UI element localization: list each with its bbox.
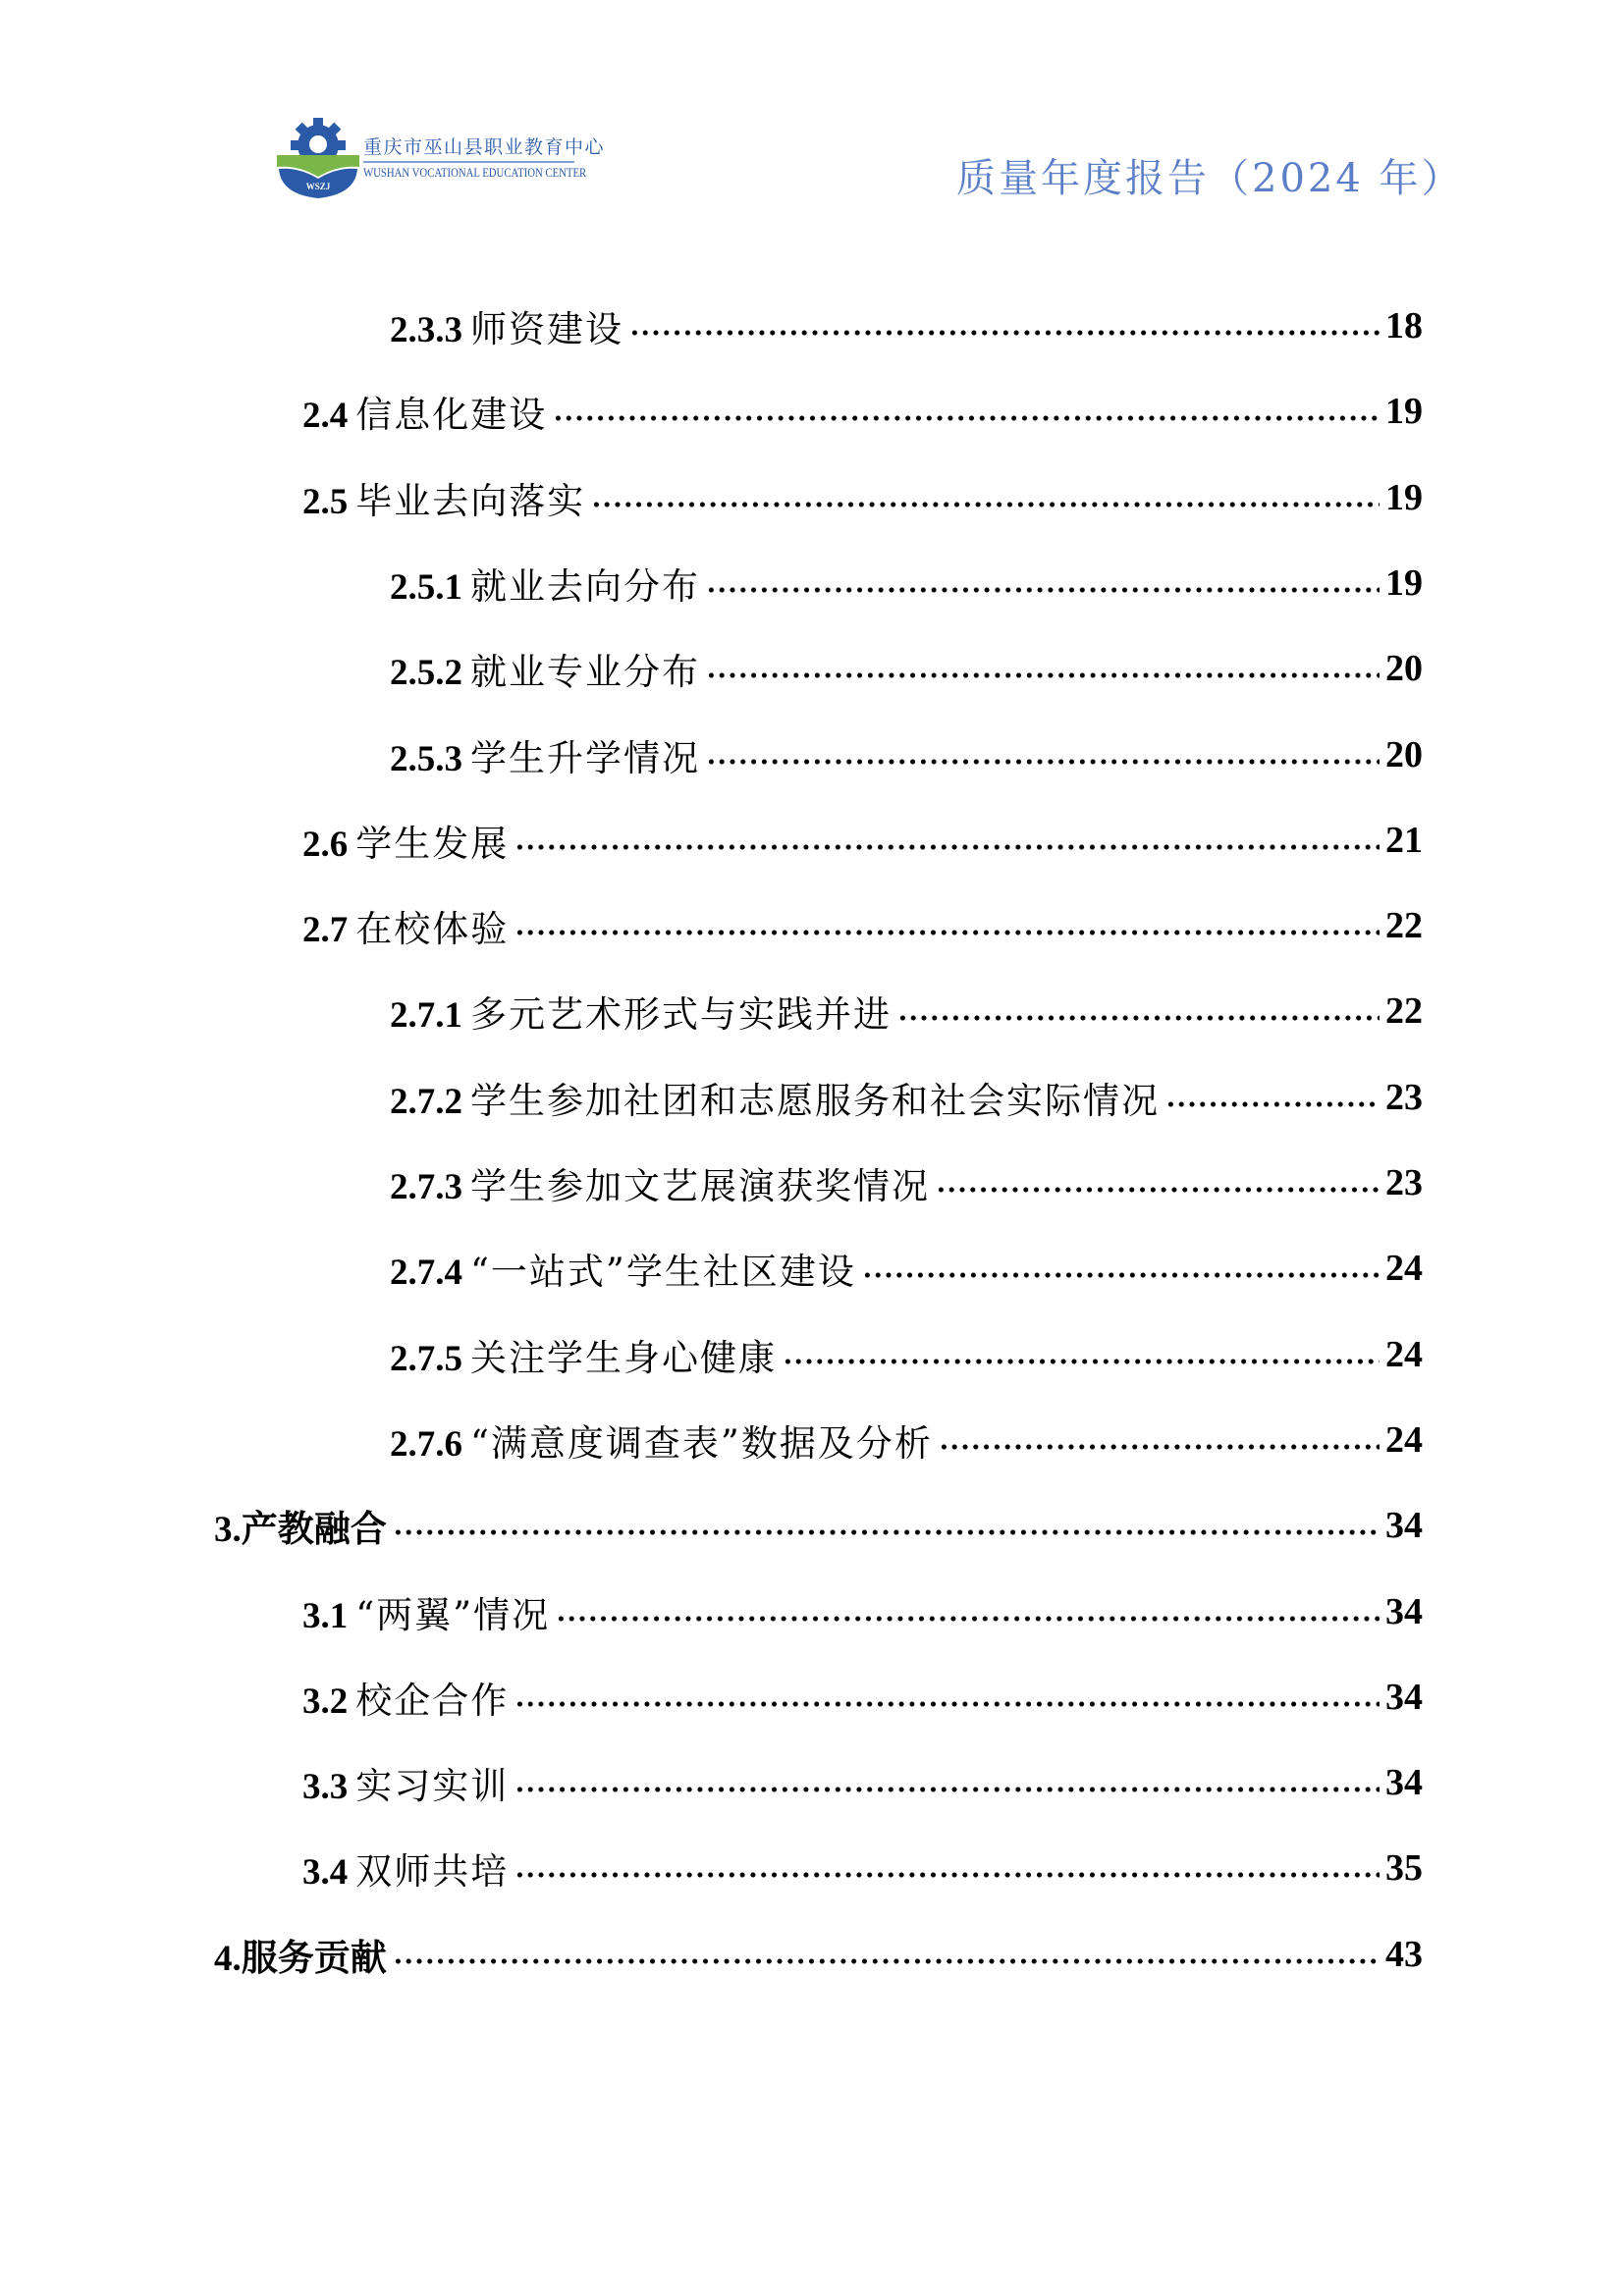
dot-leader [629,328,1380,338]
toc-page-number: 19 [1385,561,1423,604]
toc-entry-title: 服务贡献 [241,1936,387,1979]
toc-entry-number: 3.3 [302,1767,349,1808]
toc-page-number: 34 [1385,1590,1423,1632]
toc-entry-title: 学生参加文艺展演获奖情况 [470,1165,930,1207]
toc-entry-title: 实习实训 [355,1765,510,1808]
dot-leader [939,1442,1380,1452]
toc-entry-label [302,471,585,524]
toc-entry[interactable] [302,896,1423,955]
dot-leader [862,1270,1380,1280]
toc-entry-title: 双师共培 [355,1850,510,1894]
toc-entry[interactable] [390,725,1423,784]
toc-entry[interactable] [390,1068,1423,1127]
toc-entry-number: 3.1 [302,1595,349,1636]
toc-entry-label [214,1928,387,1981]
toc-entry-label [390,557,700,610]
toc-entry[interactable] [302,811,1423,870]
dot-leader [897,1013,1380,1023]
toc-page-number: 22 [1385,905,1423,947]
toc-entry-number: 2.5 [302,481,349,522]
toc-entry[interactable] [302,1839,1423,1897]
dot-leader [706,757,1380,767]
toc-entry-label [390,1242,856,1295]
toc-entry-number: 3. [214,1510,242,1551]
org-name-english: WUSHAN VOCATIONAL EDUCATION CENTER [363,166,587,180]
dot-leader [514,1870,1380,1880]
toc-page-number: 20 [1385,648,1423,690]
toc-page-number: 24 [1385,1418,1423,1461]
dot-leader [514,1785,1380,1794]
toc-entry-number: 3.4 [302,1852,349,1894]
toc-page-number: 23 [1385,1076,1423,1118]
toc-page-number: 20 [1385,733,1423,775]
toc-entry-title: 关注学生身心健康 [470,1336,777,1379]
toc-entry[interactable] [390,639,1423,698]
toc-page-number: 23 [1385,1162,1423,1203]
toc-page-number: 34 [1385,1762,1423,1804]
toc-entry-label [390,1414,933,1467]
dot-leader [706,670,1380,680]
dot-leader [393,1527,1380,1537]
toc-entry-label [390,1071,1160,1124]
toc-entry-title: 学生发展 [355,822,510,865]
toc-page-number: 34 [1385,1676,1423,1718]
toc-entry-label [302,1842,509,1895]
toc-entry-title: 多元艺术形式与实践并进 [470,993,892,1037]
toc-entry-number: 4. [214,1938,242,1979]
toc-entry-number: 2.7.3 [390,1167,462,1207]
dot-leader [514,928,1380,937]
toc-page-number: 24 [1385,1248,1423,1290]
toc-entry-title: 师资建设 [470,308,623,350]
toc-entry-number: 2.5.3 [390,738,462,779]
toc-entry[interactable] [390,1325,1423,1384]
toc-entry-title: 就业专业分布 [470,651,700,694]
toc-entry-title: “两翼”情况 [355,1593,551,1636]
dot-leader [1165,1099,1380,1109]
dot-leader [783,1357,1380,1366]
toc-entry[interactable] [302,1668,1423,1727]
toc-entry-label [390,1156,930,1209]
toc-entry-title: 毕业去向落实 [355,479,586,522]
svg-text:WSZJ: WSZJ [305,182,331,191]
toc-entry-title: 在校体验 [355,908,510,951]
toc-entry-title: 就业去向分布 [470,564,700,608]
dot-leader [936,1185,1380,1195]
toc-entry-label [390,642,700,695]
toc-entry-label [214,1499,387,1552]
toc-entry-label [302,1671,509,1724]
toc-entry[interactable] [302,468,1423,527]
toc-entry-title: 学生参加社团和志愿服务和社会实际情况 [470,1079,1160,1122]
toc-page-number: 19 [1385,391,1423,433]
toc-entry[interactable] [390,1239,1423,1298]
toc-entry[interactable] [214,1925,1423,1984]
toc-page-number: 24 [1385,1333,1423,1375]
toc-entry-label [302,1585,550,1638]
toc-entry-label [390,985,892,1038]
toc-entry-number: 2.4 [302,396,349,437]
toc-entry-number: 2.5.1 [390,566,462,608]
toc-entry-number: 2.7 [302,910,349,951]
organization-name [363,135,606,181]
toc-entry-title: 产教融合 [241,1508,387,1551]
toc-entry-number: 2.5.2 [390,653,462,694]
toc-entry-label [302,1756,509,1809]
toc-entry-number: 2.7.1 [390,995,462,1037]
toc-page-number: 43 [1385,1933,1423,1975]
toc-entry-label [302,899,509,952]
toc-page-number: 35 [1385,1847,1423,1890]
toc-entry[interactable] [390,982,1423,1041]
toc-entry[interactable] [390,1411,1423,1469]
toc-entry-title: 信息化建设 [355,394,548,437]
toc-entry-number: 2.7.5 [390,1338,462,1379]
toc-page-number: 18 [1385,305,1423,347]
toc-entry-number: 2.7.6 [390,1423,462,1465]
toc-page-number: 19 [1385,476,1423,518]
toc-entry[interactable] [390,296,1423,355]
school-logo-icon [273,116,363,200]
toc-entry-title: 校企合作 [355,1679,510,1722]
toc-page-number: 22 [1385,990,1423,1033]
dot-leader [514,842,1380,852]
dot-leader [706,585,1380,595]
dot-leader [514,1699,1380,1709]
toc-entry-number: 2.6 [302,824,349,865]
toc-entry-label [302,814,509,867]
toc-entry-label [302,385,547,438]
org-name-chinese: 重庆市巫山县职业教育中心 [363,136,606,158]
toc-entry-title: “一站式”学生社区建设 [470,1251,856,1294]
toc-entry[interactable] [390,554,1423,613]
dot-leader [393,1956,1380,1966]
report-title: 质量年度报告（2024 年） [956,156,1464,201]
toc-entry-number: 3.2 [302,1681,349,1722]
toc-entry[interactable] [302,382,1423,441]
toc-page-number: 34 [1385,1505,1423,1547]
org-divider [363,161,574,163]
toc-entry-number: 2.7.4 [390,1253,462,1294]
toc-entry-title: 学生升学情况 [470,736,700,779]
page-header [0,0,1624,226]
dot-leader [553,413,1380,423]
dot-leader [591,500,1380,509]
toc-entry[interactable] [302,1582,1423,1641]
toc-entry-number: 2.7.2 [390,1081,462,1122]
toc-entry[interactable] [302,1753,1423,1812]
toc-entry-title: “满意度调查表”数据及分析 [470,1421,933,1465]
toc-entry[interactable] [390,1153,1423,1212]
toc-entry-label [390,728,700,781]
toc-entry[interactable] [214,1496,1423,1555]
dot-leader [556,1614,1380,1624]
toc-page-number: 21 [1385,819,1423,861]
toc-entry-number: 2.3.3 [390,310,462,350]
toc-entry-label [390,1328,777,1381]
toc-entry-label [390,299,623,352]
